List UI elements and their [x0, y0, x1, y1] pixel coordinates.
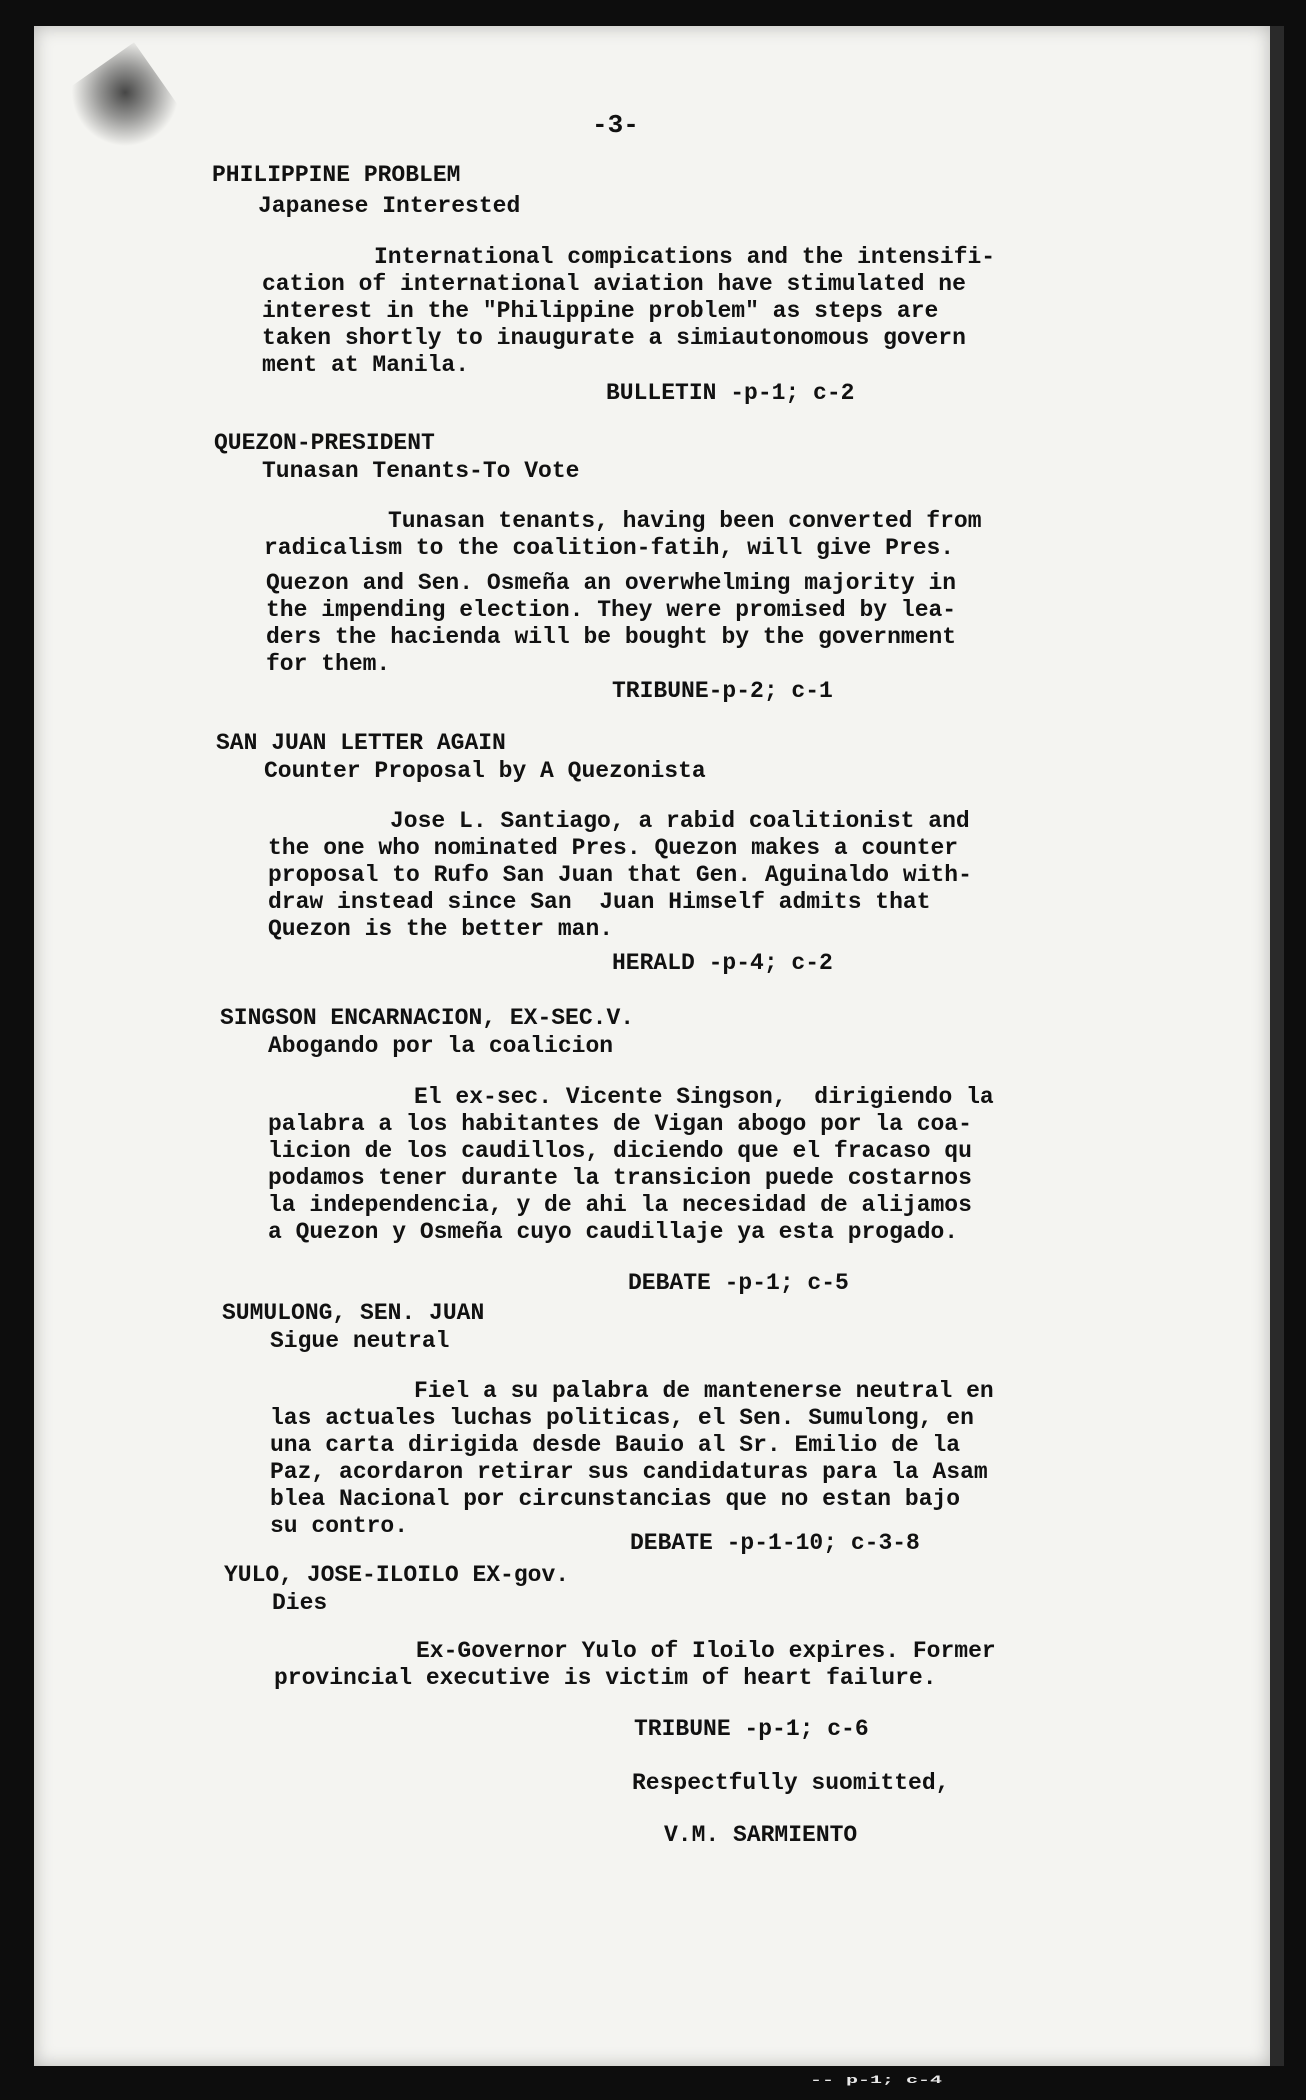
- entry-heading: SINGSON ENCARNACION, EX-SEC.V.: [220, 1005, 635, 1031]
- page-number: -3-: [592, 110, 639, 140]
- entry-line: Quezon is the better man.: [268, 916, 614, 942]
- entry-line: Paz, acordaron retirar sus candidaturas para la Asam: [270, 1459, 988, 1485]
- entry-line: a Quezon y Osmeña cuyo caudillaje ya esta progado.: [268, 1219, 959, 1245]
- entry-source: TRIBUNE-p-2; c-1: [612, 678, 833, 704]
- entry-subheading: Abogando por la coalicion: [268, 1033, 614, 1059]
- entry-heading: YULO, JOSE-ILOILO EX-gov.: [224, 1562, 570, 1588]
- entry-line: for them.: [266, 651, 391, 677]
- entry-line: International compications and the intensifi-: [374, 244, 996, 270]
- entry-subheading: Sigue neutral: [270, 1328, 450, 1354]
- entry-line: palabra a los habitantes de Vigan abogo por la coa-: [268, 1111, 972, 1137]
- entry-line: blea Nacional por circunstancias que no estan bajo: [270, 1486, 961, 1512]
- entry-line: ment at Manila.: [262, 352, 470, 378]
- entry-source: DEBATE -p-1-10; c-3-8: [630, 1530, 920, 1556]
- page-edge: [1270, 26, 1284, 2066]
- entry-line: provincial executive is victim of heart failure.: [274, 1665, 937, 1691]
- entry-line: Jose L. Santiago, a rabid coalitionist and: [390, 808, 970, 834]
- entry-line: una carta dirigida desde Bauio al Sr. Emilio de la: [270, 1432, 961, 1458]
- entry-line: cation of international aviation have stimulated ne: [262, 271, 966, 297]
- entry-source: BULLETIN -p-1; c-2: [606, 380, 855, 406]
- entry-line: proposal to Rufo San Juan that Gen. Aguinaldo with-: [268, 862, 972, 888]
- entry-line: the one who nominated Pres. Quezon makes a counter: [268, 835, 959, 861]
- entry-line: podamos tener durante la transicion puede costarnos: [268, 1165, 972, 1191]
- entry-subheading: Counter Proposal by A Quezonista: [264, 758, 706, 784]
- entry-line: su contro.: [270, 1513, 409, 1539]
- entry-subheading: Tunasan Tenants-To Vote: [262, 458, 580, 484]
- entry-heading: PHILIPPINE PROBLEM: [212, 162, 461, 188]
- signature: V.M. SARMIENTO: [664, 1822, 858, 1848]
- entry-line: Fiel a su palabra de mantenerse neutral en: [414, 1378, 994, 1404]
- entry-line: El ex-sec. Vicente Singson, dirigiendo la: [414, 1084, 994, 1110]
- entry-line: la independencia, y de ahi la necesidad de alijamos: [268, 1192, 972, 1218]
- entry-heading: SUMULONG, SEN. JUAN: [222, 1300, 485, 1326]
- entry-heading: SAN JUAN LETTER AGAIN: [216, 730, 506, 756]
- entry-heading: QUEZON-PRESIDENT: [214, 430, 435, 456]
- entry-source: DEBATE -p-1; c-5: [628, 1270, 849, 1296]
- entry-line: las actuales luchas politicas, el Sen. Sumulong, en: [270, 1405, 974, 1431]
- entry-line: draw instead since San Juan Himself admits that: [268, 889, 931, 915]
- entry-line: Tunasan tenants, having been converted from: [388, 508, 982, 534]
- entry-line: Ex-Governor Yulo of Iloilo expires. Former: [416, 1638, 996, 1664]
- entry-line: radicalism to the coalition-fatih, will give Pres.: [264, 535, 955, 561]
- entry-subheading: Dies: [272, 1590, 328, 1616]
- entry-line: Quezon and Sen. Osmeña an overwhelming majority in: [266, 570, 957, 596]
- entry-line: taken shortly to inaugurate a simiautonomous govern: [262, 325, 966, 351]
- entry-source: TRIBUNE -p-1; c-6: [634, 1716, 869, 1742]
- bottom-fragment-text: -- p-1; c-4: [810, 2074, 943, 2087]
- entry-line: ders the hacienda will be bought by the government: [266, 624, 957, 650]
- closing-text: Respectfully suomitted,: [632, 1770, 950, 1796]
- entry-source: HERALD -p-4; c-2: [612, 950, 833, 976]
- entry-line: interest in the "Philippine problem" as steps are: [262, 298, 939, 324]
- entry-line: licion de los caudillos, diciendo que el fracaso qu: [268, 1138, 972, 1164]
- entry-subheading: Japanese Interested: [258, 193, 521, 219]
- entry-line: the impending election. They were promised by lea-: [266, 597, 957, 623]
